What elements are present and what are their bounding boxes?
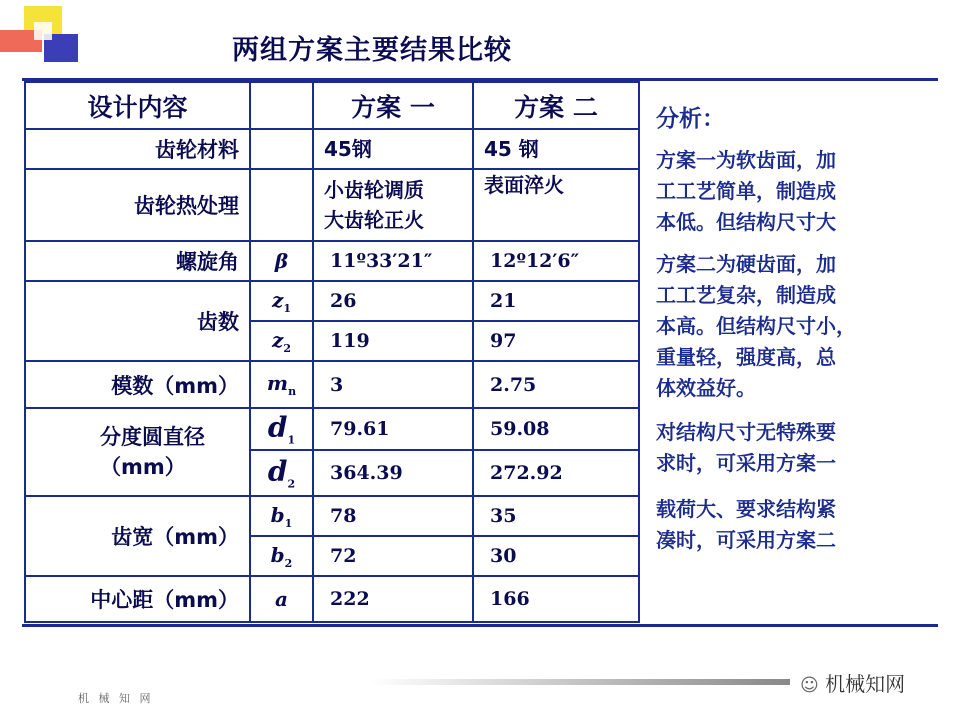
plan2-b1: 35	[473, 496, 639, 536]
label-helix: 螺旋角	[25, 241, 250, 281]
label-center: 中心距（mm）	[25, 576, 250, 622]
symbol-b2: $b_2$	[250, 536, 313, 576]
footer-decoration	[370, 679, 790, 685]
plan2-d1: 59.08	[473, 408, 639, 450]
label-diameter: 分度圆直径 （mm）	[25, 408, 250, 496]
symbol-d1: $d_1$	[250, 408, 313, 450]
analysis-heading: 分析：	[656, 106, 725, 132]
symbol-mn: $m_n$	[250, 361, 313, 408]
plan1-module: 3	[313, 361, 473, 408]
footer-text: 机 械 知 网	[78, 692, 154, 705]
plan1-z2: 119	[313, 321, 473, 361]
analysis-paragraph-4: 载荷大、要求结构紧 凑时，可采用方案二	[656, 497, 836, 552]
plan2-z1: 21	[473, 281, 639, 321]
plan1-d1: 79.61	[313, 408, 473, 450]
symbol-beta: β	[250, 241, 313, 281]
label-heat: 齿轮热处理	[25, 169, 250, 241]
label-width: 齿宽（mm）	[25, 496, 250, 576]
plan1-b1: 78	[313, 496, 473, 536]
slide-title: 两组方案主要结果比较	[232, 35, 512, 66]
slide-logo-decoration	[0, 0, 90, 70]
plan1-center: 222	[313, 576, 473, 622]
watermark: ☺ 机械知网	[800, 672, 906, 696]
symbol-z2: $z_2$	[250, 321, 313, 361]
plan2-b2: 30	[473, 536, 639, 576]
plan2-d2: 272.92	[473, 450, 639, 496]
header-design: 设计内容	[25, 82, 250, 129]
symbol-b1: $b_1$	[250, 496, 313, 536]
analysis-paragraph-2: 方案二为硬齿面，加 工工艺复杂，制造成 本高。但结构尺寸小， 重量轻，强度高，总 体效益好。	[656, 252, 856, 400]
wechat-icon: ☺	[800, 675, 819, 696]
analysis-paragraph-1: 方案一为软齿面，加 工工艺简单，制造成 本低。但结构尺寸大	[656, 148, 836, 234]
header-plan2: 方案 二	[473, 82, 639, 129]
label-teeth: 齿数	[25, 281, 250, 361]
plan1-material: 45钢	[313, 129, 473, 169]
symbol-a: a	[250, 576, 313, 622]
plan2-heat: 表面淬火	[473, 169, 639, 241]
symbol-z1: $z_1$	[250, 281, 313, 321]
plan2-module: 2.75	[473, 361, 639, 408]
plan2-z2: 97	[473, 321, 639, 361]
plan1-helix: 11º33′21″	[313, 241, 473, 281]
plan1-z1: 26	[313, 281, 473, 321]
header-symbol	[250, 82, 313, 129]
plan2-material: 45 钢	[473, 129, 639, 169]
plan1-heat: 小齿轮调质 大齿轮正火	[313, 169, 473, 241]
plan1-b2: 72	[313, 536, 473, 576]
label-material: 齿轮材料	[25, 129, 250, 169]
plan2-helix: 12º12′6″	[473, 241, 639, 281]
analysis-paragraph-3: 对结构尺寸无特殊要 求时，可采用方案一	[656, 420, 836, 475]
label-module: 模数（mm）	[25, 361, 250, 408]
header-plan1: 方案 一	[313, 82, 473, 129]
symbol-d2: $d_2$	[250, 450, 313, 496]
plan1-d2: 364.39	[313, 450, 473, 496]
bottom-rule	[22, 624, 938, 627]
plan2-center: 166	[473, 576, 639, 622]
